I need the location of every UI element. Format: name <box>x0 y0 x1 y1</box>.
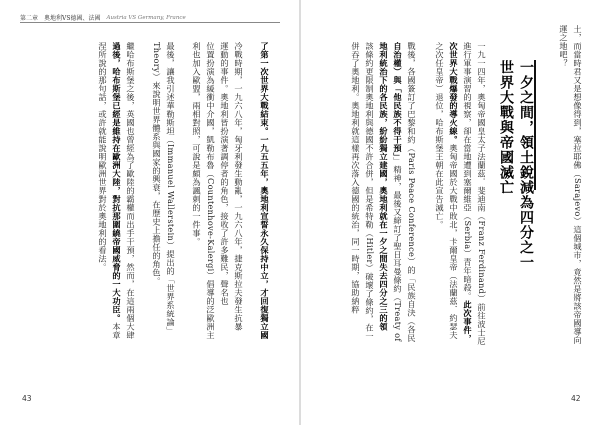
text-column-1: 土，而當時君又是想像得到，塞拉耶佛（Sarajevo）這個城市，竟然是將該帝國導向 <box>573 25 583 345</box>
text-column-9 <box>110 42 122 347</box>
running-header <box>20 13 186 22</box>
text-column-9-rest: 本章 <box>112 322 122 340</box>
text-column-3: 一九一四年，奧匈帝國皇太子法蘭茲．斐迪南（Franz Ferdinand）前往波士尼 <box>477 42 487 346</box>
text-column-1 <box>258 42 270 347</box>
header-rule <box>20 22 280 23</box>
section-title: 一夕之間，領土銳減為四分之一 <box>518 60 534 270</box>
text-column-2: 冷戰時期，一九六八年，匈牙利發生動亂，一九六八年，捷克斯拉夫發生抗暴 <box>234 42 244 331</box>
text-column-5-bold: 次世界大戰爆發的導火線。 <box>449 42 459 144</box>
text-column-10: 涅所說的那句話，或許就能說明歐洲世界對於奧地利的看法。 <box>98 42 108 272</box>
text-column-4-bold: 此次事件， <box>463 300 473 343</box>
text-column-9-bold: 過後，哈布斯堡已經是維持在歐洲大陸，對抗那圍繞帝國威脅的一大功臣。 <box>112 42 122 323</box>
chapter-title-en: Austria VS Germany, France <box>106 14 186 21</box>
text-column-1-text: 了第一次世界大戰結束。一九五五年，奧地利宣誓永久保持中立，才回復獨立國 <box>260 42 270 340</box>
text-column-2: 運之地吧？ <box>559 25 569 68</box>
text-column-7: 戰後，各國簽訂了巴黎和約（Paris Peace Conference）的「民族自決（各民 <box>407 42 417 343</box>
text-column-5-rest: 奧匈帝國於大戰中敗北，卡爾皇帝（法蘭茲．約瑟夫 <box>449 144 459 340</box>
text-column-7: Theory）來說明世界體系與國家的興衰，在歷史上擔任的角色。 <box>152 42 162 286</box>
text-column-8 <box>391 42 403 347</box>
text-column-9 <box>377 42 389 347</box>
text-column-4: 位置扮演為緩衝中介國，凱勒布魯（Countenhove-Kalergi）倡導的泛歐洲主 <box>206 42 216 340</box>
page-number: 43 <box>22 394 32 403</box>
text-column-8: 繼哈布斯堡之後，英國也曾經為了歐陸的霸權而出手干預，然而，在這兩個大肆 <box>126 42 136 340</box>
text-column-8-bold: 自治權）與「他民族不得干預」 <box>393 42 403 157</box>
text-column-3: 運動的事件。奧地利皆扮演著調停者的角色，接收了許多難民，聲名也 <box>220 42 230 306</box>
text-column-4 <box>461 42 473 347</box>
text-column-9-bold: 地利統治下的各民族，紛紛獨立建國，奧地利就在一夕之間失去四分之三的領 <box>379 42 389 331</box>
text-column-5: 利也加入歐盟，兩相對照，可說是頗為諷刺的一件事。 <box>192 42 202 246</box>
text-column-10: 該條約更限制奧地利與德國不許合併，但是希特勒（Hitler）破壞了條約，在一 <box>365 42 375 341</box>
right-page <box>301 0 600 425</box>
text-column-8-rest: 」精神，最後又締訂了聖日耳曼條約（Treaty of <box>393 156 403 342</box>
text-column-5 <box>447 42 459 347</box>
text-column-4-text: 進行軍事演習的視察，卻在當地遭到塞爾維亞（Serbia）青年暗殺。 <box>463 42 473 301</box>
chapter-title: 奧地利VS德國、法國 <box>44 15 101 22</box>
left-page <box>0 0 299 425</box>
chapter-number: 第二章 <box>20 15 39 22</box>
section-subtitle: 世界大戰與帝國滅亡 <box>498 60 514 195</box>
text-column-6: 之次任皇帝）退位，哈布斯堡王朝在此宣告滅亡。 <box>435 42 445 229</box>
page-number: 42 <box>571 394 581 403</box>
text-column-6: 最後，讓我引述華勒斯坦（Immanuel Wallerstein）提出的「世界系統論」 <box>166 42 176 335</box>
text-column-11: 併吞了奧地利。奧地利就這樣再次落入德國的統治，同一時期，協助納粹 <box>351 42 361 314</box>
